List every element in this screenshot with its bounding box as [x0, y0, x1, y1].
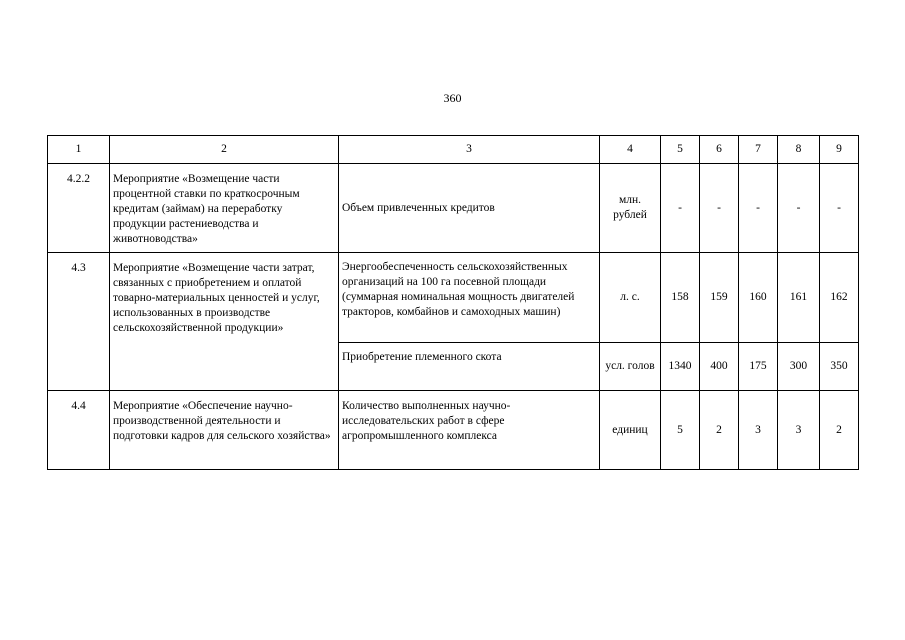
- unit: млн. рублей: [600, 164, 661, 253]
- value-cell: -: [739, 164, 778, 253]
- event-name: Мероприятие «Обеспечение научно-производственной деятельности и подготовки кадров для сельского хозяйства»: [110, 391, 339, 470]
- value-cell: 160: [739, 253, 778, 343]
- value-cell: 3: [739, 391, 778, 470]
- value-cell: 175: [739, 343, 778, 391]
- header-cell: 6: [700, 136, 739, 164]
- table-row: [48, 391, 859, 470]
- value-cell: -: [820, 164, 859, 253]
- unit: усл. голов: [600, 343, 661, 391]
- indicator-name: Приобретение племенного скота: [339, 343, 600, 391]
- value-cell: 2: [820, 391, 859, 470]
- value-cell: 300: [778, 343, 820, 391]
- indicator-name: Объем привлеченных кредитов: [339, 164, 600, 253]
- value-cell: -: [661, 164, 700, 253]
- header-cell: 3: [339, 136, 600, 164]
- unit: л. с.: [600, 253, 661, 343]
- header-cell: 4: [600, 136, 661, 164]
- event-name: Мероприятие «Возмещение части затрат, связанных с приобретением и оплатой товарно-материальных ценностей и услуг, использованных в производстве сельскохозяйственной продукции»: [110, 253, 339, 391]
- row-number: 4.4: [48, 391, 110, 470]
- row-number: 4.3: [48, 253, 110, 391]
- value-cell: -: [700, 164, 739, 253]
- value-cell: 5: [661, 391, 700, 470]
- header-cell: 1: [48, 136, 110, 164]
- indicator-name: Энергообеспеченность сельскохозяйственных организаций на 100 га посевной площади (суммарная номинальная мощность двигателей тракторов, комбайнов и самоходных машин): [339, 253, 600, 343]
- event-name: Мероприятие «Возмещение части процентной ставки по краткосрочным кредитам (займам) на переработку продукции растениеводства и животноводства»: [110, 164, 339, 253]
- value-cell: 1340: [661, 343, 700, 391]
- row-number: 4.2.2: [48, 164, 110, 253]
- value-cell: 2: [700, 391, 739, 470]
- unit: единиц: [600, 391, 661, 470]
- value-cell: 350: [820, 343, 859, 391]
- header-cell: 8: [778, 136, 820, 164]
- header-cell: 5: [661, 136, 700, 164]
- value-cell: 400: [700, 343, 739, 391]
- table-row: [48, 164, 859, 253]
- table-row: [48, 253, 859, 343]
- header-cell: 9: [820, 136, 859, 164]
- indicator-name: Количество выполненных научно-исследовательских работ в сфере агропромышленного комплекса: [339, 391, 600, 470]
- page-number: 360: [443, 91, 462, 105]
- header-cell: 2: [110, 136, 339, 164]
- value-cell: 3: [778, 391, 820, 470]
- header-cell: 7: [739, 136, 778, 164]
- value-cell: 159: [700, 253, 739, 343]
- value-cell: 161: [778, 253, 820, 343]
- value-cell: 158: [661, 253, 700, 343]
- value-cell: -: [778, 164, 820, 253]
- table-header-row: [48, 136, 859, 164]
- value-cell: 162: [820, 253, 859, 343]
- program-indicators-table: [47, 135, 859, 470]
